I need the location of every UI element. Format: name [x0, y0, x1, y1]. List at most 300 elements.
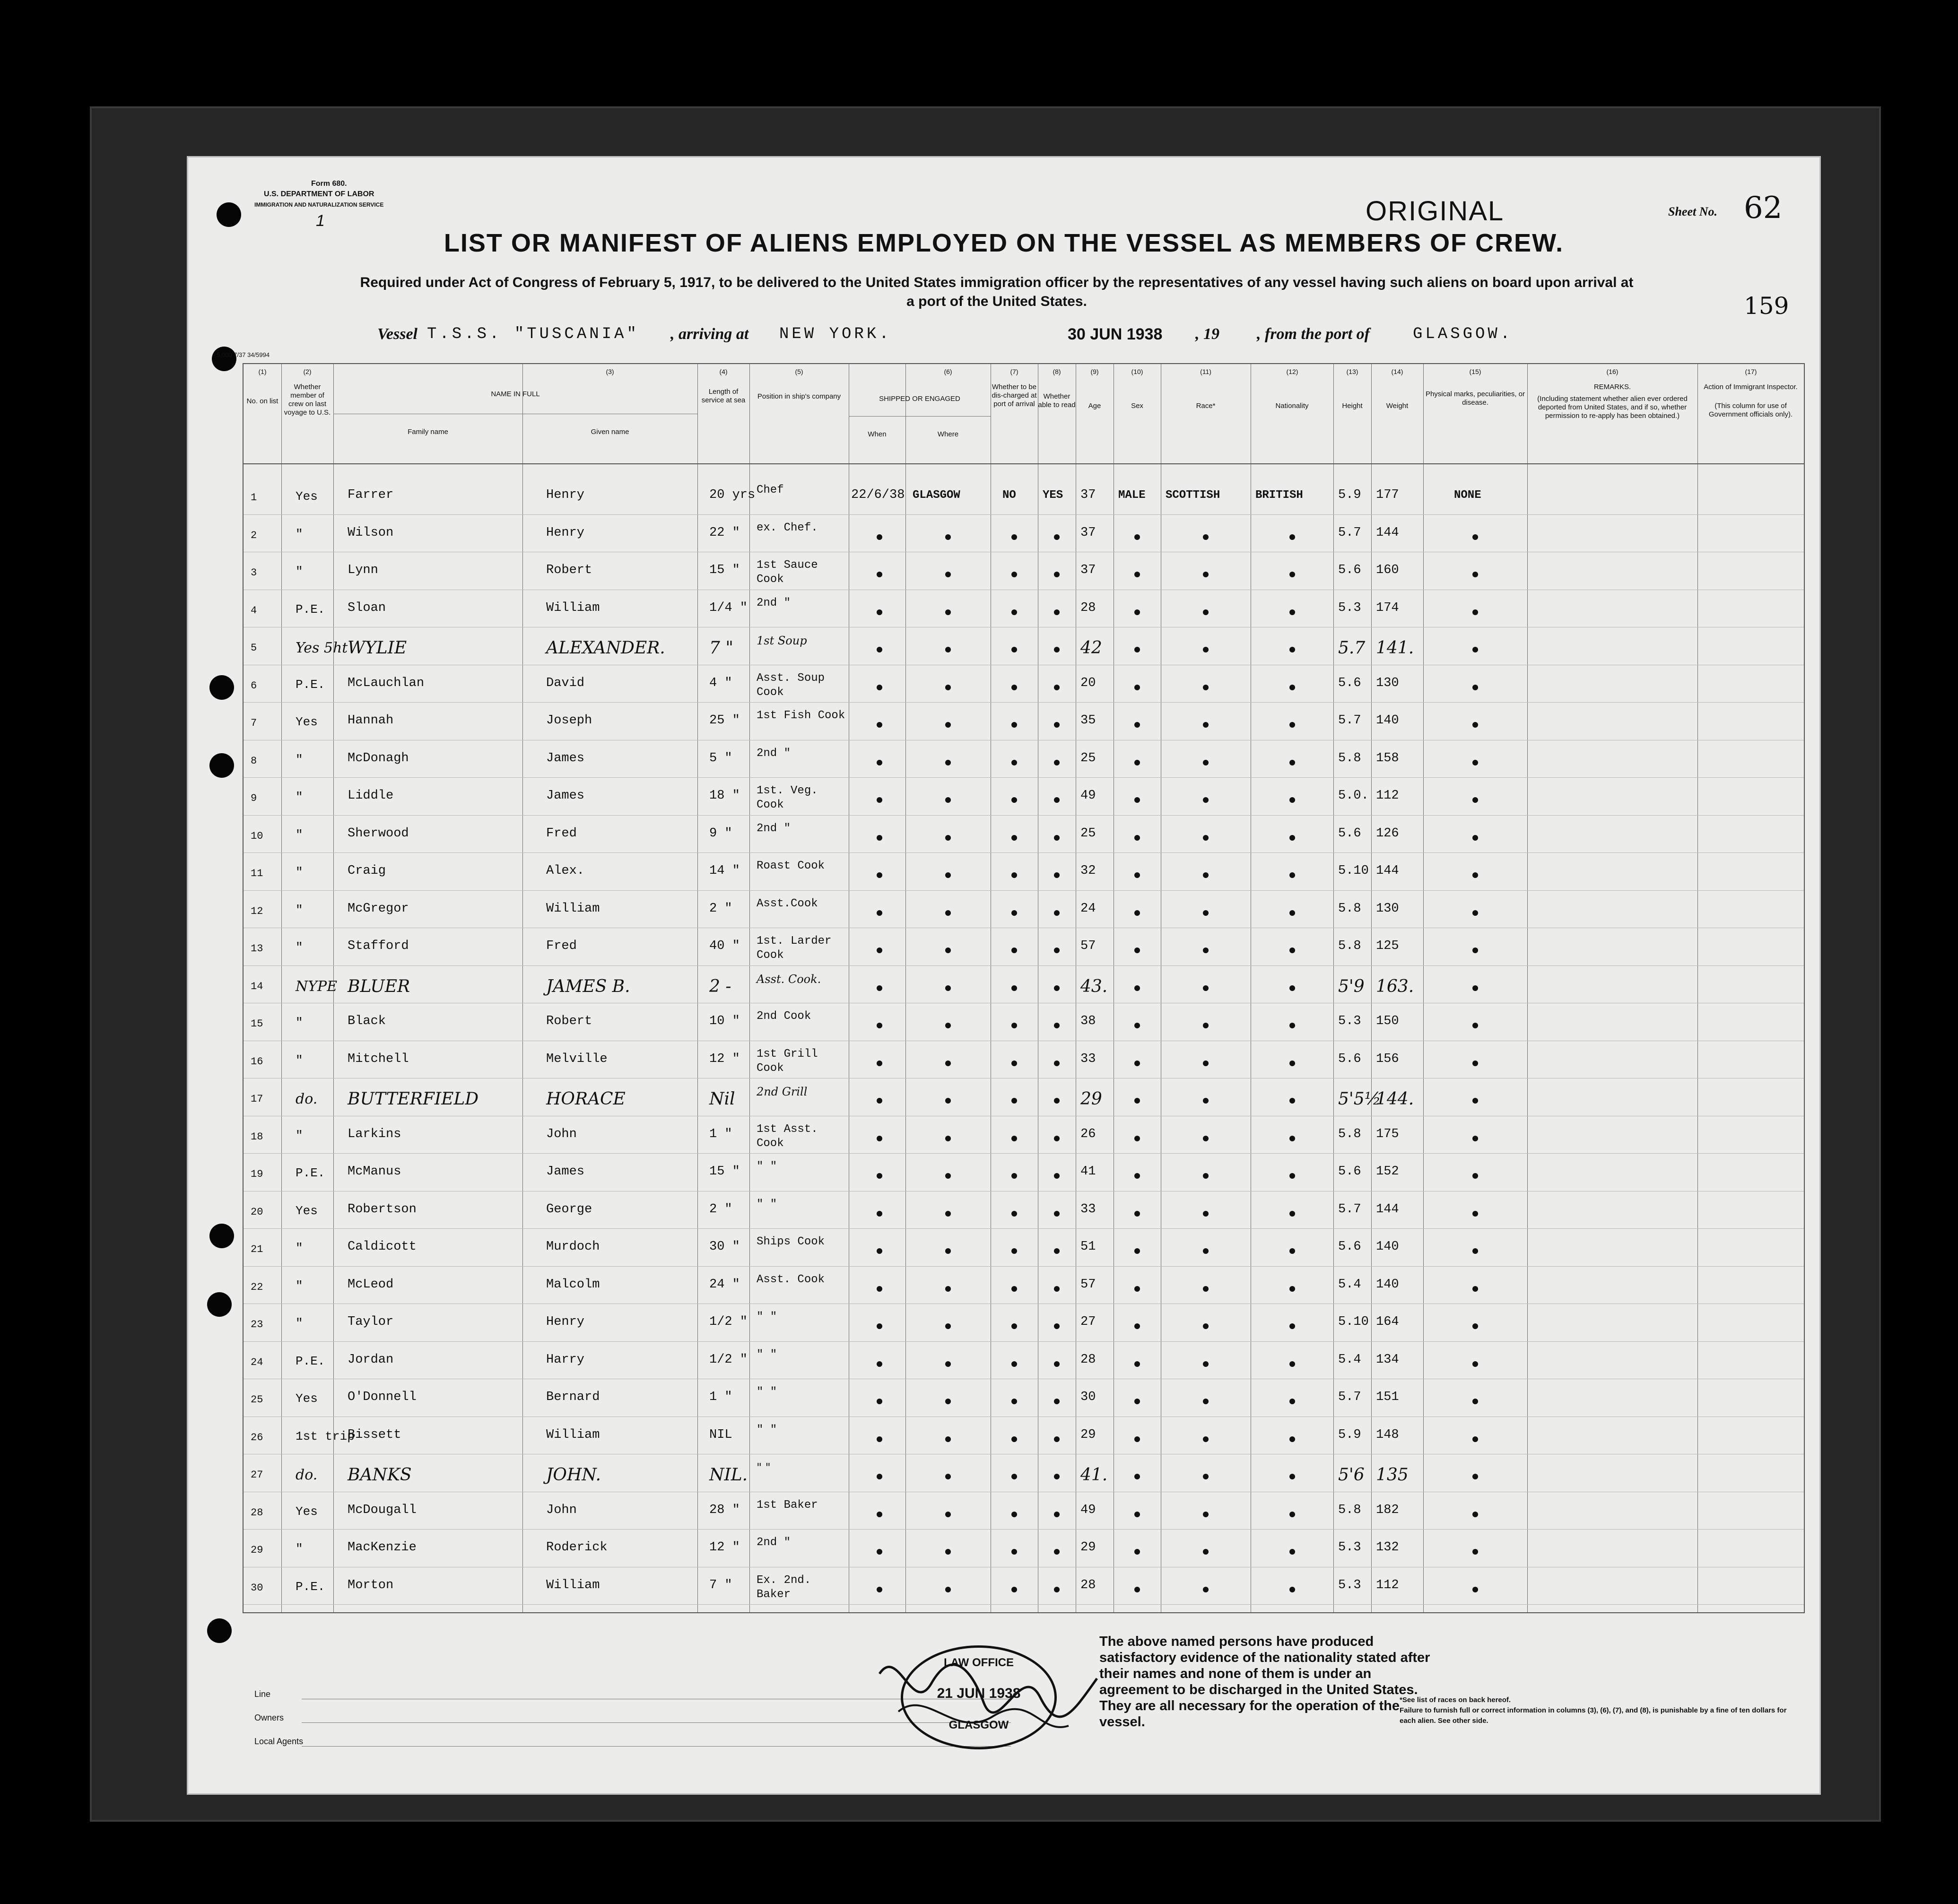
ditto-mark: [945, 1098, 951, 1104]
weight: 140: [1376, 1277, 1399, 1292]
crew-member-status: ": [296, 827, 303, 842]
shipped-where: GLASGOW: [913, 489, 960, 502]
ditto-mark: [945, 609, 951, 615]
row-number: 15: [251, 1018, 263, 1030]
crew-member-status: Yes: [296, 1203, 318, 1218]
height: 5.3: [1338, 600, 1361, 615]
column-number: (8): [1053, 368, 1061, 375]
column-number: (17): [1745, 368, 1757, 375]
row-number: 30: [251, 1582, 263, 1594]
ditto-mark: [877, 534, 882, 540]
crew-member-status: P.E.: [296, 602, 325, 617]
position-in-ship: Asst. Cook.: [757, 972, 821, 986]
ditto-mark: [1203, 835, 1209, 841]
age: 49: [1080, 789, 1096, 803]
given-name: Robert: [546, 563, 592, 577]
ditto-mark: [1134, 1549, 1140, 1555]
column-number: (13): [1346, 368, 1358, 375]
crew-member-status: ": [296, 1128, 303, 1143]
position-in-ship: 2nd ": [757, 822, 791, 835]
crew-member-status: Yes: [296, 1504, 318, 1519]
given-name: Melville: [546, 1052, 608, 1066]
row-rule: [244, 777, 1804, 778]
header-name-in-full: NAME IN FULL: [491, 390, 540, 398]
ditto-mark: [945, 835, 951, 841]
height: 5.6: [1338, 676, 1361, 690]
ditto-mark: [1011, 1587, 1017, 1592]
length-of-service: 15 ": [709, 563, 740, 577]
family-name: Lynn: [348, 563, 378, 577]
age: 41.: [1080, 1465, 1108, 1485]
ditto-mark: [877, 722, 882, 728]
height: 5.10: [1338, 864, 1369, 878]
header-action-note: (This column for use of Government officials only).: [1708, 402, 1793, 418]
ditto-mark: [1134, 609, 1140, 615]
ditto-mark: [945, 1248, 951, 1254]
ditto-mark: [1134, 1061, 1140, 1066]
length-of-service: 2 -: [709, 976, 731, 996]
given-name: Roderick: [546, 1540, 608, 1555]
given-name: William: [546, 1427, 600, 1442]
family-name: Craig: [348, 864, 386, 878]
column-divider: [1333, 364, 1334, 1612]
family-name: Mitchell: [348, 1052, 409, 1066]
height: 5'6: [1338, 1465, 1365, 1485]
row-number: 26: [251, 1431, 263, 1443]
column-number: (15): [1469, 368, 1481, 375]
weight: 144: [1376, 525, 1399, 540]
age: 24: [1080, 901, 1096, 916]
family-name: McLeod: [348, 1277, 394, 1292]
position-in-ship: 2nd Cook: [757, 1010, 811, 1023]
binder-hole: [209, 675, 234, 700]
binder-hole: [217, 202, 241, 227]
family-name: BANKS: [348, 1465, 412, 1485]
position-in-ship: 2nd Grill: [757, 1085, 808, 1098]
length-of-service: 7 ": [709, 1578, 732, 1592]
sheet-number: 62: [1744, 191, 1783, 226]
height: 5'5½: [1338, 1089, 1381, 1109]
row-number: 4: [251, 604, 257, 617]
ditto-mark: [877, 1023, 882, 1028]
binder-hole: [207, 1292, 232, 1317]
age: 27: [1080, 1315, 1096, 1329]
ditto-mark: [1289, 1474, 1295, 1479]
column-number: (16): [1606, 368, 1619, 375]
column-number: (14): [1391, 368, 1403, 375]
length-of-service: 18 ": [709, 789, 740, 803]
ditto-mark: [1011, 1286, 1017, 1292]
ditto-mark: [1054, 797, 1060, 803]
height: 5.8: [1338, 1127, 1361, 1141]
family-name: McDougall: [348, 1503, 417, 1517]
ditto-mark: [1289, 1023, 1295, 1028]
stamp-top-text: LAW OFFICE: [944, 1656, 1014, 1669]
length-of-service: 5 ": [709, 751, 732, 765]
certification-statement: The above named persons have produced satisfactory evidence of the nationality stated after their names and none of them is under an agreement to be discharged in the United States. They are all necessary for the operation of the vessel.: [1099, 1634, 1430, 1730]
row-number: 3: [251, 567, 257, 579]
ditto-mark: [1054, 647, 1060, 652]
ditto-mark: [1134, 1323, 1140, 1329]
ditto-mark: [1011, 1399, 1017, 1404]
ditto-mark: [1134, 948, 1140, 953]
header-length-service: Length of service at sea: [701, 388, 746, 404]
ditto-mark: [1289, 1361, 1295, 1367]
header-when: When: [868, 430, 887, 438]
ditto-mark: [1472, 835, 1478, 841]
ditto-mark: [1011, 1136, 1017, 1141]
given-name: William: [546, 901, 600, 916]
ditto-mark: [877, 1173, 882, 1179]
ditto-mark: [1472, 797, 1478, 803]
family-name: McManus: [348, 1165, 401, 1179]
physical-marks-value: NONE: [1454, 489, 1481, 502]
ditto-mark: [1203, 872, 1209, 878]
family-name: Bissett: [348, 1427, 401, 1442]
row-number: 29: [251, 1544, 263, 1556]
ditto-mark: [1011, 1248, 1017, 1254]
ditto-mark: [945, 760, 951, 765]
given-name: JOHN.: [546, 1465, 601, 1485]
given-name: John: [546, 1127, 577, 1141]
weight: 140: [1376, 713, 1399, 728]
ditto-mark: [1472, 1323, 1478, 1329]
ditto-mark: [1134, 1512, 1140, 1517]
ditto-mark: [877, 1323, 882, 1329]
row-number: 23: [251, 1319, 263, 1330]
weight: 144: [1376, 1202, 1399, 1217]
ditto-mark: [1011, 1474, 1017, 1479]
length-of-service: 28 ": [709, 1503, 740, 1517]
weight: 112: [1376, 789, 1399, 803]
ditto-mark: [1203, 1323, 1209, 1329]
ditto-mark: [1472, 647, 1478, 652]
ditto-mark: [877, 1549, 882, 1555]
row-rule: [244, 815, 1804, 816]
header-physical: Physical marks, peculiarities, or disease.: [1425, 390, 1525, 407]
ditto-mark: [877, 1061, 882, 1066]
ditto-mark: [1011, 1061, 1017, 1066]
family-name: Wilson: [348, 525, 394, 540]
ditto-mark: [1289, 835, 1295, 841]
ditto-mark: [1472, 1399, 1478, 1404]
column-divider: [1527, 364, 1528, 1612]
ditto-mark: [1472, 1361, 1478, 1367]
ditto-mark: [1134, 534, 1140, 540]
age: 37: [1080, 525, 1096, 540]
ditto-mark: [1011, 1512, 1017, 1517]
ditto-mark: [877, 910, 882, 916]
column-number: (5): [795, 368, 803, 375]
ditto-mark: [877, 797, 882, 803]
crew-member-status: Yes 5ht: [296, 640, 348, 656]
family-name: O'Donnell: [348, 1390, 417, 1404]
family-name: Larkins: [348, 1127, 401, 1141]
ditto-mark: [1472, 1286, 1478, 1292]
ditto-mark: [1472, 1587, 1478, 1592]
position-in-ship: " ": [757, 1348, 777, 1361]
ditto-mark: [1472, 534, 1478, 540]
ditto-mark: [1054, 1512, 1060, 1517]
row-number: 11: [251, 868, 263, 879]
ditto-mark: [1472, 1173, 1478, 1179]
ditto-mark: [877, 760, 882, 765]
column-number: (12): [1286, 368, 1298, 375]
height: 5.6: [1338, 563, 1361, 577]
height: 5.6: [1338, 826, 1361, 841]
header-height: Height: [1342, 402, 1363, 410]
service-name: IMMIGRATION AND NATURALIZATION SERVICE: [254, 201, 384, 208]
height: 5.4: [1338, 1277, 1361, 1292]
page-title: LIST OR MANIFEST OF ALIENS EMPLOYED ON THE VESSEL AS MEMBERS OF CREW.: [444, 229, 1564, 257]
ditto-mark: [1203, 1248, 1209, 1254]
ditto-mark: [1289, 1136, 1295, 1141]
arrival-port: NEW YORK.: [779, 325, 892, 343]
ditto-mark: [1054, 1549, 1060, 1555]
position-in-ship: Chef: [757, 484, 784, 496]
weight: 160: [1376, 563, 1399, 577]
weight: 140: [1376, 1240, 1399, 1254]
crew-member-status: NYPE: [296, 978, 338, 995]
ditto-mark: [1011, 872, 1017, 878]
ditto-mark: [877, 1587, 882, 1592]
header-race: Race*: [1196, 402, 1216, 410]
column-number: (10): [1131, 368, 1143, 375]
height: 5.6: [1338, 1165, 1361, 1179]
ditto-mark: [945, 1474, 951, 1479]
ditto-mark: [1289, 1549, 1295, 1555]
age: 29: [1080, 1427, 1096, 1442]
row-rule: [244, 1341, 1804, 1342]
ditto-mark: [945, 1549, 951, 1555]
year-label: , 19: [1195, 325, 1219, 343]
crew-member-status: P.E.: [296, 1166, 325, 1180]
ditto-mark: [1054, 835, 1060, 841]
column-divider: [1697, 364, 1698, 1612]
age: 28: [1080, 1578, 1096, 1592]
age: 20: [1080, 676, 1096, 690]
position-in-ship: 1st Asst. Cook: [757, 1122, 818, 1150]
ditto-mark: [1134, 1023, 1140, 1028]
height: 5.9: [1338, 1427, 1361, 1442]
row-number: 17: [251, 1093, 263, 1105]
height: 5.8: [1338, 939, 1361, 953]
length-of-service: NIL.: [709, 1465, 748, 1485]
ditto-mark: [1011, 609, 1017, 615]
crew-member-status: ": [296, 903, 303, 917]
age: 32: [1080, 864, 1096, 878]
ditto-mark: [945, 1436, 951, 1442]
age: 28: [1080, 1352, 1096, 1367]
able-to-read-value: YES: [1043, 489, 1063, 502]
crew-member-status: ": [296, 1016, 303, 1030]
header-family-name: Family name: [408, 428, 448, 436]
ditto-mark: [1472, 609, 1478, 615]
header-remarks: REMARKS.: [1593, 383, 1631, 391]
height: 5.4: [1338, 1352, 1361, 1367]
ditto-mark: [1289, 572, 1295, 577]
ditto-mark: [1472, 1098, 1478, 1104]
ditto-mark: [1203, 1474, 1209, 1479]
ditto-mark: [1203, 534, 1209, 540]
ditto-mark: [1203, 1136, 1209, 1141]
weight: 130: [1376, 676, 1399, 690]
ditto-mark: [877, 835, 882, 841]
row-rule: [244, 1529, 1804, 1530]
ditto-mark: [1054, 910, 1060, 916]
ditto-mark: [1054, 1587, 1060, 1592]
family-name: MacKenzie: [348, 1540, 417, 1555]
ditto-mark: [1472, 1023, 1478, 1028]
row-number: 25: [251, 1394, 263, 1406]
length-of-service: 1/4 ": [709, 600, 748, 615]
ditto-mark: [1203, 985, 1209, 991]
length-of-service: Nil: [709, 1089, 735, 1109]
row-number: 8: [251, 755, 257, 767]
crew-member-status: ": [296, 940, 303, 955]
ditto-mark: [1054, 1023, 1060, 1028]
age: 57: [1080, 1277, 1096, 1292]
ditto-mark: [1011, 760, 1017, 765]
crew-member-status: P.E.: [296, 677, 325, 692]
ditto-mark: [1289, 609, 1295, 615]
length-of-service: NIL: [709, 1427, 732, 1442]
ditto-mark: [1289, 1211, 1295, 1217]
row-rule: [244, 1153, 1804, 1154]
column-divider: [1423, 364, 1424, 1612]
ditto-mark: [1134, 835, 1140, 841]
header-whether-member: Whether member of crew on last voyage to U.S.: [284, 383, 331, 417]
ditto-mark: [1134, 760, 1140, 765]
ditto-mark: [945, 1399, 951, 1404]
ditto-mark: [1054, 1173, 1060, 1179]
given-name: Joseph: [546, 713, 592, 728]
binder-hole: [207, 1618, 232, 1643]
binder-hole: [209, 753, 234, 778]
crew-member-status: Yes: [296, 489, 318, 504]
ditto-mark: [1203, 1436, 1209, 1442]
row-number: 16: [251, 1055, 263, 1068]
age: 43.: [1080, 976, 1108, 996]
crew-member-status: ": [296, 1053, 303, 1068]
ditto-mark: [1289, 1173, 1295, 1179]
ditto-mark: [877, 1098, 882, 1104]
ditto-mark: [1054, 722, 1060, 728]
ditto-mark: [1472, 1136, 1478, 1141]
weight: 144.: [1376, 1089, 1414, 1109]
age: 25: [1080, 751, 1096, 765]
header-position: Position in ship's company: [757, 392, 841, 400]
position-in-ship: " ": [757, 1423, 777, 1436]
family-name: McLauchlan: [348, 676, 425, 690]
height: 5.7: [1338, 638, 1366, 658]
position-in-ship: Roast Cook: [757, 860, 825, 872]
header-shipped-engaged: SHIPPED OR ENGAGED: [879, 395, 960, 403]
print-code: 5,000 7/37 34/5994: [217, 351, 270, 358]
age: 33: [1080, 1052, 1096, 1066]
ditto-mark: [1289, 985, 1295, 991]
height: 5.7: [1338, 713, 1361, 728]
position-in-ship: Asst.Cook: [757, 897, 818, 910]
ditto-mark: [1203, 572, 1209, 577]
ditto-mark: [1203, 609, 1209, 615]
family-name: Caldicott: [348, 1240, 417, 1254]
ditto-mark: [1054, 609, 1060, 615]
length-of-service: 1 ": [709, 1127, 732, 1141]
row-rule: [244, 1604, 1804, 1605]
weight: 135: [1376, 1465, 1409, 1485]
ditto-mark: [1054, 1286, 1060, 1292]
family-name: McDonagh: [348, 751, 409, 765]
ditto-mark: [1289, 722, 1295, 728]
position-in-ship: 2nd ": [757, 747, 791, 760]
ditto-mark: [945, 910, 951, 916]
ditto-mark: [1134, 1587, 1140, 1592]
length-of-service: 1 ": [709, 1390, 732, 1404]
column-number: (1): [258, 368, 267, 375]
ditto-mark: [1203, 1512, 1209, 1517]
age: 30: [1080, 1390, 1096, 1404]
sex-value: MALE: [1118, 489, 1146, 502]
ditto-mark: [1134, 1399, 1140, 1404]
ditto-mark: [1134, 1248, 1140, 1254]
ditto-mark: [1203, 1061, 1209, 1066]
length-of-service: 12 ": [709, 1052, 740, 1066]
ditto-mark: [1011, 1361, 1017, 1367]
header-able-read: Whether able to read: [1038, 392, 1076, 409]
ditto-mark: [1289, 534, 1295, 540]
ditto-mark: [1011, 1211, 1017, 1217]
length-of-service: 22 ": [709, 525, 740, 540]
ditto-mark: [1289, 1323, 1295, 1329]
ditto-mark: [1203, 910, 1209, 916]
ditto-mark: [1011, 572, 1017, 577]
weight: 132: [1376, 1540, 1399, 1555]
ditto-mark: [1011, 985, 1017, 991]
weight: 125: [1376, 939, 1399, 953]
weight: 175: [1376, 1127, 1399, 1141]
ditto-mark: [1203, 760, 1209, 765]
height: 5.8: [1338, 901, 1361, 916]
ditto-mark: [1203, 1286, 1209, 1292]
ditto-mark: [1054, 948, 1060, 953]
given-name: Murdoch: [546, 1240, 600, 1254]
shipped-when: 22/6/38: [851, 488, 905, 502]
position-in-ship: 1st Grill Cook: [757, 1047, 818, 1075]
page-number: 159: [1744, 292, 1789, 320]
vessel-name: T.S.S. "TUSCANIA": [427, 325, 639, 343]
height: 5.3: [1338, 1014, 1361, 1028]
given-name: ALEXANDER.: [546, 638, 665, 658]
height: 5.10: [1338, 1315, 1369, 1329]
position-in-ship: 1st Sauce Cook: [757, 559, 818, 586]
column-divider: [749, 364, 750, 1612]
height: 5.7: [1338, 525, 1361, 540]
ditto-mark: [1289, 1399, 1295, 1404]
row-number: 7: [251, 717, 257, 729]
given-name: Bernard: [546, 1390, 600, 1404]
weight: 134: [1376, 1352, 1399, 1367]
discharged-value: NO: [1002, 489, 1016, 502]
ditto-mark: [945, 1136, 951, 1141]
crew-member-status: do.: [296, 1091, 318, 1107]
column-number: (6): [944, 368, 952, 375]
height: 5.3: [1338, 1578, 1361, 1592]
position-in-ship: " ": [757, 1386, 777, 1399]
given-name: HORACE: [546, 1089, 626, 1109]
ditto-mark: [1472, 572, 1478, 577]
row-number: 28: [251, 1506, 263, 1519]
